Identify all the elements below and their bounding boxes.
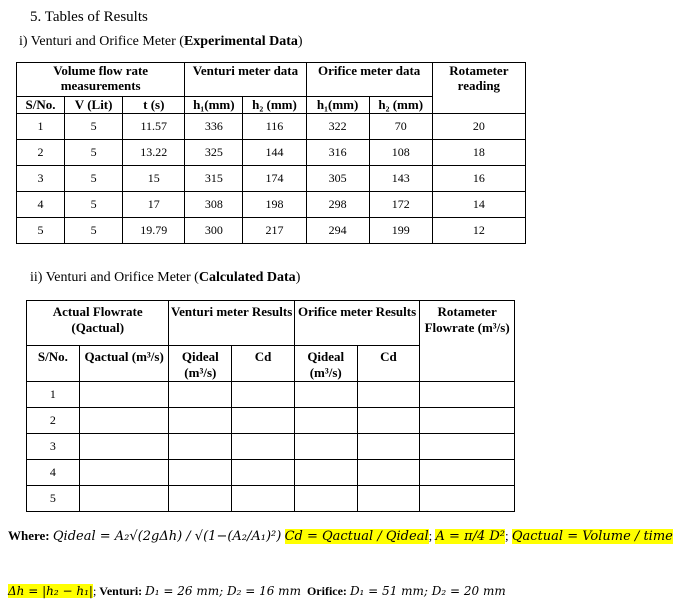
table-cell: 294 [306,218,369,244]
table2-caption [30,270,300,286]
row-number: 1 [27,382,80,408]
cd-formula: Cd = Qactual / Qideal [284,529,429,544]
table-row [27,408,515,434]
sub-header: h₂ (mm) [243,97,306,114]
empty-cell [294,408,357,434]
caption-suffix: ) [295,270,301,285]
empty-cell [420,486,515,512]
empty-cell [357,408,420,434]
sub-header-sno: S/No. [27,346,80,382]
section-heading: 5. Tables of Results [30,9,148,25]
table-row [17,140,526,166]
sub-header: S/No. [17,97,65,114]
group-header-venturi-results: Venturi meter Results [169,301,294,346]
sub-header: t (s) [123,97,185,114]
table-cell: 174 [243,166,306,192]
table-cell: 305 [306,166,369,192]
row-number: 2 [27,408,80,434]
table-cell: 14 [432,192,525,218]
table-cell: 3 [17,166,65,192]
empty-cell [294,486,357,512]
empty-cell [79,382,169,408]
table-cell: 17 [123,192,185,218]
caption-suffix: ) [297,34,303,49]
group-header-actual-flowrate [27,301,169,346]
table-cell: 143 [369,166,432,192]
empty-cell [79,460,169,486]
group-header-venturi: Venturi meter data [185,63,306,97]
table-row [17,166,526,192]
table-cell: 116 [243,114,306,140]
empty-cell [232,408,295,434]
sub-header: h₁(mm) [306,97,369,114]
empty-cell [294,460,357,486]
row-number: 5 [27,486,80,512]
table-cell: 18 [432,140,525,166]
sub-header-qactual: Qactual (m³/s) [79,346,169,382]
empty-cell [357,382,420,408]
sub-header: h₂ (mm) [369,97,432,114]
empty-cell [169,460,232,486]
qactual-formula: Qactual = Volume / time [511,529,673,544]
empty-cell [232,382,295,408]
table-cell: 5 [65,166,123,192]
table-cell: 70 [369,114,432,140]
row-number: 3 [27,434,80,460]
empty-cell [420,382,515,408]
empty-cell [294,434,357,460]
table-row [17,192,526,218]
empty-cell [169,408,232,434]
empty-cell [357,434,420,460]
group-header-orifice-results: Orifice meter Results [294,301,419,346]
empty-cell [420,408,515,434]
table-cell: 217 [243,218,306,244]
venturi-label: Venturi: [99,584,143,598]
table-cell: 19.79 [123,218,185,244]
area-formula: A = π/4 D² [435,529,505,544]
table-row [27,434,515,460]
caption-prefix: ii) Venturi and Orifice Meter ( [30,270,199,285]
table-cell: 199 [369,218,432,244]
table-cell: 1 [17,114,65,140]
formulas-line: Where: Qideal = A₂√(2gΔh) / √(1−(A₂/A₁)²) Cd = Qactual / Qideal; A = π/4 D²; Qactual = Volume / time [8,528,673,544]
table-row [17,114,526,140]
table-cell: 2 [17,140,65,166]
orifice-dims: D₁ = 51 mm; D₂ = 20 mm [349,584,506,598]
caption-prefix: i) Venturi and Orifice Meter ( [19,34,184,49]
sub-header-cd-venturi: Cd [232,346,295,382]
table-cell: 144 [243,140,306,166]
empty-cell [357,486,420,512]
table-row [27,460,515,486]
table-row [27,382,515,408]
caption-bold: Calculated Data [198,270,296,285]
sub-header: V (Lit) [65,97,123,114]
empty-cell [79,434,169,460]
table-cell: 13.22 [123,140,185,166]
table-row [17,218,526,244]
table-cell: 20 [432,114,525,140]
table-cell: 4 [17,192,65,218]
empty-cell [232,460,295,486]
empty-cell [420,434,515,460]
sub-header-qideal-venturi: Qideal (m³/s) [169,346,232,382]
caption-bold: Experimental Data [183,34,298,49]
delta-h-formula: Δh = |h₂ − h₁| [8,584,93,598]
table-cell: 5 [65,218,123,244]
table-cell: 315 [185,166,243,192]
table-cell: 108 [369,140,432,166]
orifice-label: Orifice: [306,584,347,598]
table-cell: 298 [306,192,369,218]
table-cell: 325 [185,140,243,166]
sub-header-cd-orifice: Cd [357,346,420,382]
empty-cell [357,460,420,486]
table-cell: 11.57 [123,114,185,140]
table-cell: 12 [432,218,525,244]
empty-cell [169,434,232,460]
table-cell: 322 [306,114,369,140]
empty-cell [420,460,515,486]
empty-cell [294,382,357,408]
group-header-orifice: Orifice meter data [306,63,432,97]
table-cell: 300 [185,218,243,244]
table-cell: 5 [65,114,123,140]
table-cell: 316 [306,140,369,166]
empty-cell [232,486,295,512]
table-cell: 172 [369,192,432,218]
empty-cell [79,408,169,434]
table-cell: 198 [243,192,306,218]
table1-caption [19,34,303,50]
group-header-volume: Volume flow rate measurements [17,63,185,97]
group-header-rotameter: Rotameter reading [432,63,525,114]
empty-cell [169,486,232,512]
venturi-dims: D₁ = 26 mm; D₂ = 16 mm [145,584,301,598]
table-cell: 308 [185,192,243,218]
table-cell: 15 [123,166,185,192]
parameters-line: Δh = |h₂ − h₁|; Venturi: D₁ = 26 mm; D₂ = 16 mm Orifice: D₁ = 51 mm; D₂ = 20 mm [8,584,506,598]
experimental-data-table [16,62,526,244]
calculated-data-table [26,300,515,512]
table-cell: 336 [185,114,243,140]
table-cell: 5 [17,218,65,244]
where-label: Where: [8,528,50,543]
empty-cell [79,486,169,512]
table-cell: 5 [65,140,123,166]
table-row [27,486,515,512]
group-header-rotameter-flowrate: Rotameter Flowrate (m³/s) [420,301,515,382]
qideal-formula: Qideal = A₂√(2gΔh) / √(1−(A₂/A₁)²) [52,529,282,544]
table-cell: 5 [65,192,123,218]
actual-flowrate-label: Actual Flowrate (Qactual) [52,304,143,335]
table-cell: 16 [432,166,525,192]
empty-cell [169,382,232,408]
empty-cell [232,434,295,460]
row-number: 4 [27,460,80,486]
sub-header-qideal-orifice: Qideal (m³/s) [294,346,357,382]
sub-header: h₁(mm) [185,97,243,114]
